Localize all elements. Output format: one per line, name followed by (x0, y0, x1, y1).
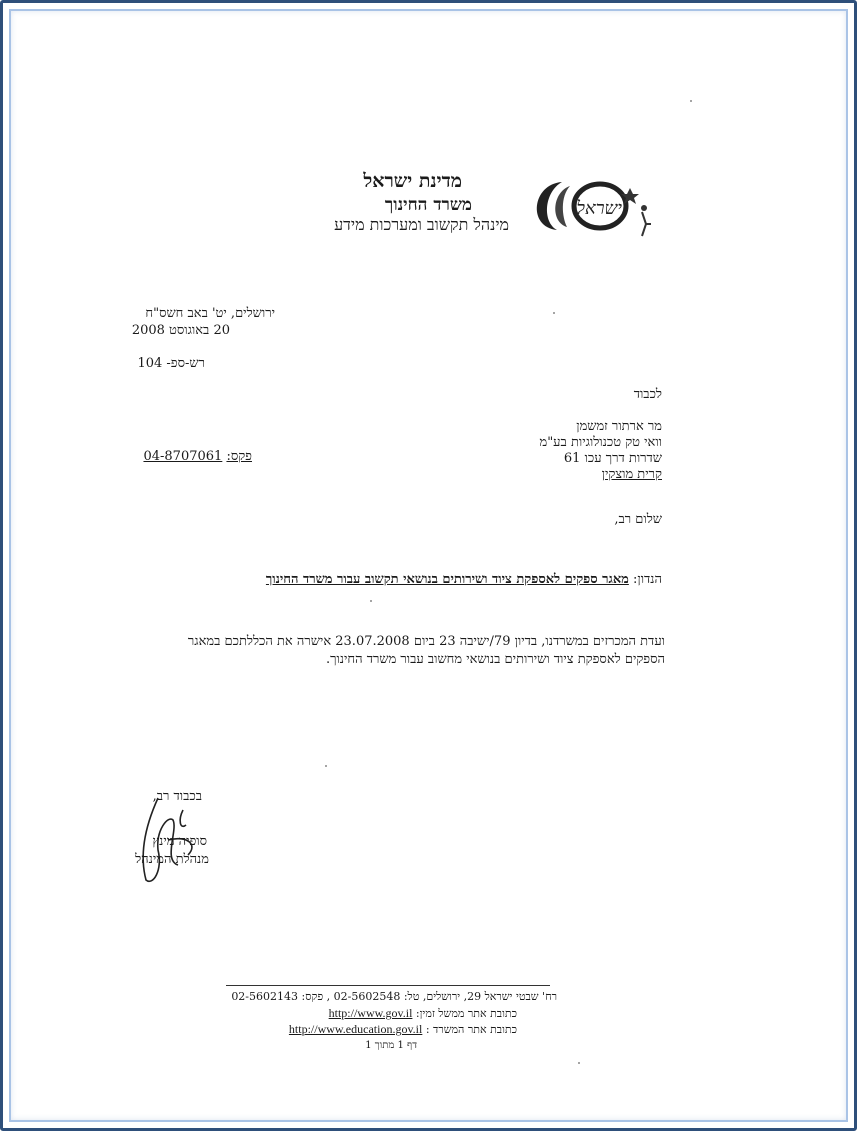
fax-label: פקס: (226, 449, 252, 464)
fax-line (143, 448, 252, 464)
header-department-name: מינהל תקשוב ומערכות מידע (334, 215, 509, 234)
header-state-name: מדינת ישראל (363, 170, 462, 192)
addressee-company: וואי טק טכנולוגיות בע"מ (539, 435, 662, 450)
scan-speck (553, 312, 555, 314)
footer-edu-site (289, 1022, 517, 1037)
footer-divider (226, 985, 550, 986)
hebrew-date: ירושלים, יט' באב חשס"ח (145, 306, 275, 321)
subject-label: הנדון: (633, 572, 662, 587)
addressee-street: שדרות דרך עכו 61 (563, 451, 662, 466)
footer-gov-link[interactable]: http://www.gov.il (328, 1006, 413, 1020)
scan-speck (325, 765, 327, 767)
fax-number: 04-8707061 (143, 449, 223, 464)
greeting: שלום רב, (614, 512, 662, 527)
reference-number: רש-ספ- 104 (137, 356, 205, 371)
scan-speck (578, 1062, 580, 1064)
footer-address: רח' שבטי ישראל 29, ירושלים, טל: 02-5602548 , פקס: 02-5602143 (231, 990, 557, 1003)
body-line-2: הספקים לאספקת ציוד ושירותים בנושאי מחשוב עבור משרד החינוך. (325, 652, 665, 667)
signature-name: סופיה מינץ (152, 834, 207, 849)
footer-gov-label: כתובת אתר ממשל זמין: (415, 1007, 517, 1020)
svg-text:ישראל: ישראל (576, 198, 622, 219)
israel-60-logo (522, 172, 662, 242)
footer-edu-link[interactable]: http://www.education.gov.il (288, 1022, 423, 1036)
addressee-to-label: לכבוד (633, 387, 662, 402)
footer-edu-label: כתובת אתר המשרד : (425, 1023, 517, 1036)
subject-text: מאגר ספקים לאספקת ציוד ושירותים בנושאי תקשוב עבור משרד החינוך (265, 572, 629, 587)
addressee-city: קרית מוצקין (601, 467, 662, 482)
header-ministry-name: משרד החינוך (384, 195, 472, 215)
scan-speck (370, 600, 372, 602)
addressee-name: מר ארתור זמשמן (576, 419, 662, 434)
body-line-1: ועדת המכרזים במשרדנו, בדיון 79/ישיבה 23 ביום 23.07.2008 אישרה את הכללתכם במאגר (187, 634, 665, 649)
scan-speck (690, 100, 692, 102)
footer-gov-site (329, 1006, 517, 1021)
gregorian-date: 20 באוגוסט 2008 (131, 323, 230, 338)
subject-line (266, 571, 662, 587)
signature-closing: בכבוד רב, (152, 789, 202, 804)
footer-page-number: דף 1 מתוך 1 (365, 1040, 417, 1051)
signature-title: מנהלת המינהל (135, 852, 209, 867)
